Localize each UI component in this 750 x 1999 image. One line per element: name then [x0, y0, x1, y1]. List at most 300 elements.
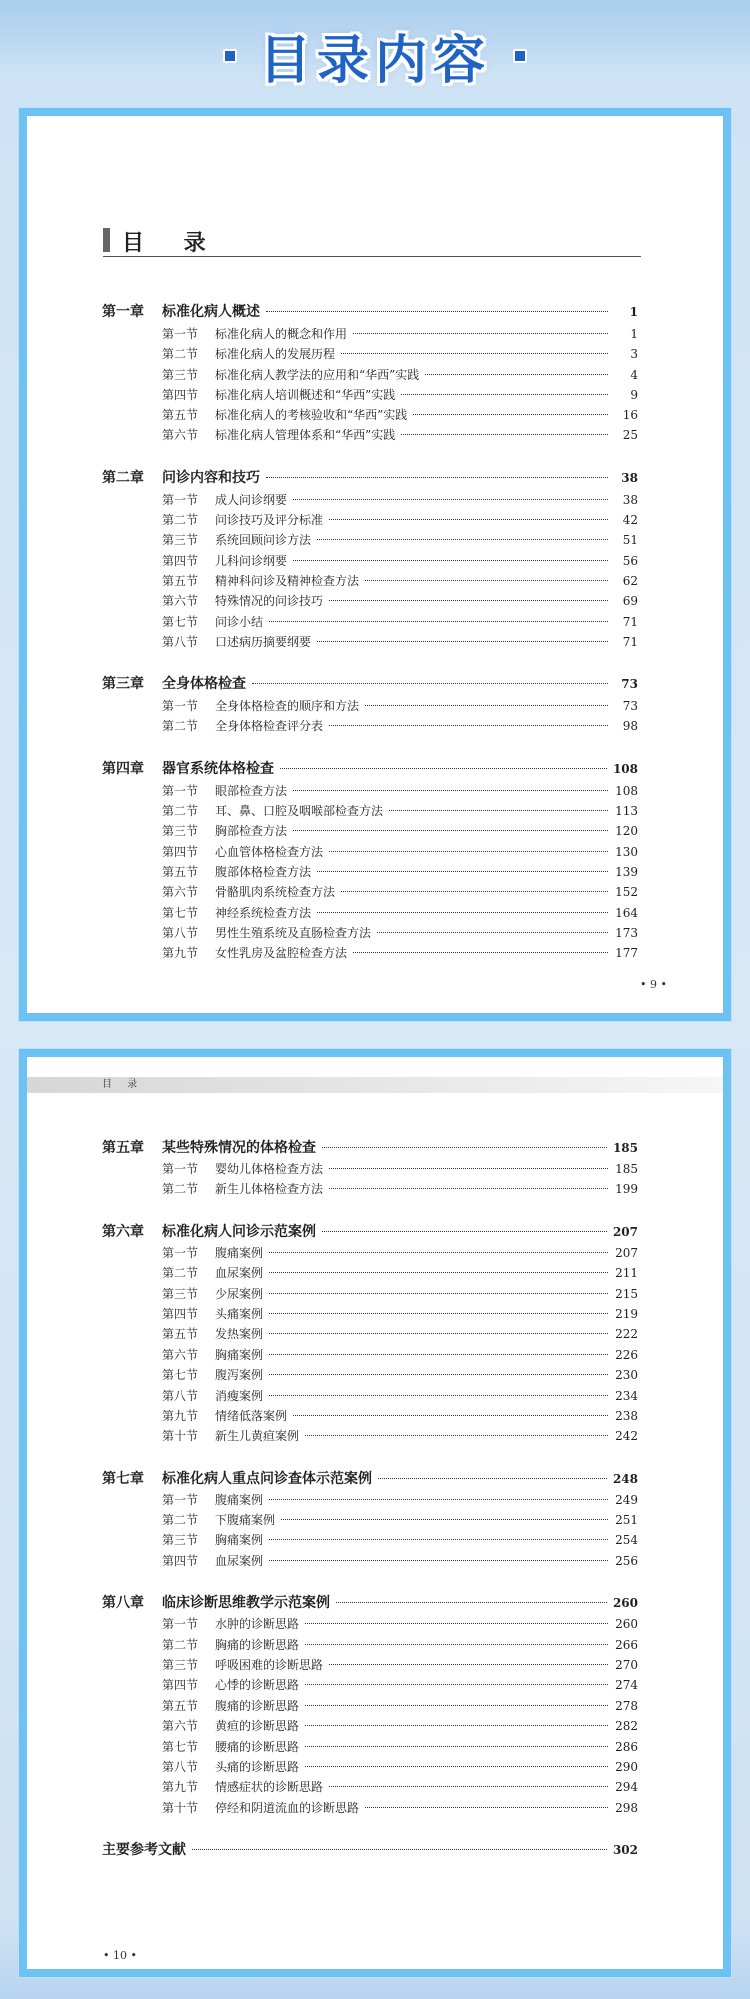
dot-leader: [269, 1560, 608, 1561]
toc-section-entry[interactable]: [102, 1511, 638, 1531]
toc-section-entry[interactable]: [102, 1778, 638, 1798]
section-page-number: 56: [622, 553, 638, 568]
chapter-title: 标准化病人重点问诊查体示范案例: [162, 1470, 372, 1487]
section-page-number: 270: [615, 1658, 638, 1673]
toc-section-entry[interactable]: [102, 325, 638, 345]
section-title: 腹泻案例: [215, 1368, 264, 1383]
dot-leader: [269, 1499, 608, 1500]
chapter-page-number: 248: [612, 1471, 638, 1486]
toc-section-entry[interactable]: [102, 613, 638, 633]
toc-chapter-entry[interactable]: [102, 301, 638, 321]
dot-leader: [336, 1602, 607, 1603]
toc-section-entry[interactable]: [102, 552, 638, 572]
toc-section-entry[interactable]: [102, 406, 638, 426]
dot-leader: [269, 1539, 608, 1540]
toc-chapter-entry[interactable]: [102, 1137, 638, 1157]
section-title: 儿科问诊纲要: [215, 553, 288, 568]
toc-section-entry[interactable]: [102, 924, 638, 944]
section-title: 心悸的诊断思路: [215, 1678, 300, 1693]
chapter-title: 标准化病人概述: [162, 304, 260, 320]
section-page-number: 4: [630, 367, 638, 382]
section-title: 少尿案例: [215, 1286, 264, 1301]
section-title: 呼吸困难的诊断思路: [215, 1658, 324, 1673]
section-number: 第七节: [162, 1368, 199, 1383]
section-page-number: 120: [615, 824, 638, 839]
section-page-number: 3: [630, 347, 638, 362]
toc-section-entry[interactable]: [102, 426, 638, 446]
section-page-number: 207: [615, 1245, 638, 1260]
chapter-page-number: 108: [612, 761, 638, 776]
section-title: 头痛的诊断思路: [215, 1759, 300, 1774]
section-page-number: 211: [615, 1266, 638, 1281]
banner-title: 目录内容: [258, 31, 491, 91]
section-number: 第一节: [162, 783, 199, 798]
section-page-number: 298: [615, 1800, 638, 1815]
section-number: 第二节: [162, 1182, 199, 1197]
toc-section-entry[interactable]: [102, 1346, 638, 1366]
section-page-number: 173: [615, 925, 638, 940]
section-page-number: 71: [622, 614, 638, 629]
section-title: 问诊技巧及评分标准: [215, 513, 324, 528]
toc-heading: 目 录: [122, 231, 222, 256]
section-number: 第二节: [162, 1513, 199, 1528]
toc-section-entry[interactable]: [102, 717, 638, 737]
section-page-number: 9: [630, 387, 638, 402]
dot-leader: [266, 477, 608, 478]
section-page-number: 113: [615, 804, 638, 819]
section-title: 标准化病人管理体系和“华西”实践: [215, 428, 396, 443]
section-number: 第八节: [162, 1388, 199, 1403]
section-page-number: 282: [615, 1719, 638, 1734]
section-number: 第一节: [162, 699, 199, 714]
section-title: 腹部体格检查方法: [215, 864, 312, 879]
section-title: 下腹痛案例: [215, 1513, 276, 1528]
toc-section-entry[interactable]: [102, 1366, 638, 1386]
chapter-number: 第七章: [102, 1470, 144, 1487]
chapter-number: 第二章: [102, 469, 144, 486]
chapter-number: 第三章: [102, 676, 144, 693]
section-number: 第二节: [162, 804, 199, 819]
dot-leader: [341, 891, 608, 892]
section-number: 第三节: [162, 1658, 199, 1673]
section-number: 第六节: [162, 1347, 199, 1362]
section-page-number: 71: [622, 634, 638, 649]
toc-section-entry[interactable]: [102, 1407, 638, 1427]
toc-section-entry[interactable]: [102, 1285, 638, 1305]
section-number: 第四节: [162, 844, 199, 859]
dot-leader: [266, 311, 608, 312]
dot-leader: [293, 1415, 608, 1416]
chapter-title: 某些特殊情况的体格检查: [162, 1140, 316, 1156]
chapter-title: 全身体格检查: [162, 676, 246, 693]
dot-leader: [329, 725, 608, 726]
dot-leader: [269, 1313, 608, 1314]
section-page-number: 238: [615, 1408, 638, 1423]
toc-section-entry[interactable]: [102, 1531, 638, 1551]
chapter-number: 第六章: [102, 1223, 144, 1240]
dot-leader: [305, 1766, 608, 1767]
section-number: 第二节: [162, 1637, 199, 1652]
section-number: 第三节: [162, 533, 199, 548]
heading-bar: [103, 228, 110, 252]
toc-section-entry[interactable]: [102, 572, 638, 592]
section-title: 胸部检查方法: [215, 824, 288, 839]
dot-leader: [305, 1705, 608, 1706]
section-title: 发热案例: [215, 1327, 264, 1342]
section-title: 特殊情况的问诊技巧: [215, 594, 324, 609]
dot-leader: [353, 952, 608, 953]
toc-section-entry[interactable]: [102, 1491, 638, 1511]
section-page-number: 25: [622, 428, 638, 443]
section-title: 成人问诊纲要: [215, 492, 288, 507]
section-number: 第四节: [162, 1678, 199, 1693]
section-number: 第五节: [162, 1327, 199, 1342]
chapter-page-number: 38: [621, 470, 638, 485]
toc-section-entry[interactable]: [102, 822, 638, 842]
section-number: 第二节: [162, 1266, 199, 1281]
section-number: 第七节: [162, 1739, 199, 1754]
page-number: • 9 •: [640, 978, 667, 991]
section-title: 精神科问诊及精神检查方法: [215, 573, 360, 588]
section-title: 胸痛案例: [215, 1347, 264, 1362]
toc-section-entry[interactable]: [102, 366, 638, 386]
section-title: 耳、鼻、口腔及咽喉部检查方法: [215, 804, 384, 819]
toc-section-entry[interactable]: [102, 1697, 638, 1717]
toc-section-entry[interactable]: [102, 511, 638, 531]
section-title: 水肿的诊断思路: [215, 1617, 300, 1632]
dot-leader: [269, 621, 608, 622]
section-number: 第三节: [162, 1286, 199, 1301]
section-page-number: 234: [615, 1388, 638, 1403]
section-title: 标准化病人的考核验收和“华西”实践: [215, 408, 408, 423]
dot-leader: [317, 641, 608, 642]
chapter-number: 第四章: [102, 760, 144, 777]
section-title: 头痛案例: [215, 1306, 264, 1321]
dot-leader: [317, 871, 608, 872]
section-title: 神经系统检查方法: [215, 905, 312, 920]
section-title: 停经和阴道流血的诊断思路: [215, 1800, 360, 1815]
chapter-page-number: 185: [612, 1141, 638, 1155]
section-page-number: 108: [615, 783, 638, 798]
dot-leader: [269, 1333, 608, 1334]
section-page-number: 177: [615, 946, 638, 961]
section-title: 新生儿体格检查方法: [215, 1182, 324, 1197]
dot-leader: [365, 1807, 608, 1808]
toc-section-entry[interactable]: [102, 1552, 638, 1572]
dot-leader: [322, 1231, 607, 1232]
section-page-number: 249: [615, 1492, 638, 1507]
section-number: 第四节: [162, 553, 199, 568]
toc-chapter-entry[interactable]: [102, 1468, 638, 1488]
section-title: 眼部检查方法: [215, 783, 288, 798]
dot-leader: [317, 539, 608, 540]
dot-leader: [269, 1374, 608, 1375]
section-title: 情绪低落案例: [215, 1408, 288, 1423]
toc-section-entry[interactable]: [102, 782, 638, 802]
section-title: 全身体格检查评分表: [215, 719, 324, 734]
dot-leader: [280, 768, 607, 769]
toc-section-entry[interactable]: [102, 1738, 638, 1758]
section-number: 第一节: [162, 1492, 199, 1507]
section-title: 胸痛案例: [215, 1533, 264, 1548]
section-title: 腹痛的诊断思路: [215, 1698, 300, 1713]
toc-references-entry[interactable]: [102, 1839, 638, 1859]
toc-section-entry[interactable]: [102, 697, 638, 717]
dot-leader: [293, 499, 608, 500]
banner-title-wrap: [0, 18, 750, 93]
section-page-number: 69: [622, 594, 638, 609]
dot-leader: [329, 519, 608, 520]
section-page-number: 251: [615, 1513, 638, 1528]
toc-section-entry[interactable]: [102, 904, 638, 924]
toc-section-entry[interactable]: [102, 386, 638, 406]
toc-list-page-1: [102, 301, 638, 964]
section-number: 第九节: [162, 1780, 199, 1795]
section-title: 腹痛案例: [215, 1492, 264, 1507]
dot-leader: [269, 1272, 608, 1273]
dot-leader: [329, 1664, 608, 1665]
toc-chapter-entry[interactable]: [102, 673, 638, 693]
banner-dot-right: [513, 49, 527, 63]
section-page-number: 164: [615, 905, 638, 920]
section-page-number: 199: [615, 1182, 638, 1197]
dot-leader: [305, 1684, 608, 1685]
section-title: 口述病历摘要纲要: [215, 634, 312, 649]
toc-section-entry[interactable]: [102, 944, 638, 964]
page-number: • 10 •: [103, 1949, 137, 1962]
section-number: 第一节: [162, 1245, 199, 1260]
section-page-number: 139: [615, 864, 638, 879]
section-number: 第六节: [162, 594, 199, 609]
toc-section-entry[interactable]: [102, 1244, 638, 1264]
section-page-number: 62: [622, 573, 638, 588]
section-page-number: 260: [615, 1617, 638, 1632]
section-number: 第六节: [162, 885, 199, 900]
dot-leader: [293, 830, 608, 831]
section-title: 标准化病人培训概述和“华西”实践: [215, 387, 396, 402]
section-page-number: 51: [622, 533, 638, 548]
dot-leader: [317, 912, 608, 913]
section-title: 腹痛案例: [215, 1245, 264, 1260]
section-number: 第三节: [162, 367, 199, 382]
section-page-number: 294: [615, 1780, 638, 1795]
toc-section-entry[interactable]: [102, 883, 638, 903]
dot-leader: [329, 1188, 608, 1189]
section-title: 心血管体格检查方法: [215, 844, 324, 859]
section-page-number: 16: [622, 408, 638, 423]
dot-leader: [341, 353, 608, 354]
chapter-page-number: 260: [612, 1596, 638, 1611]
chapter-number: 第五章: [102, 1140, 144, 1156]
toc-chapter-entry[interactable]: [102, 1592, 638, 1612]
section-page-number: 286: [615, 1739, 638, 1754]
dot-leader: [305, 1435, 608, 1436]
toc-section-entry[interactable]: [102, 345, 638, 365]
dot-leader: [401, 394, 608, 395]
section-title: 全身体格检查的顺序和方法: [215, 699, 360, 714]
section-number: 第十节: [162, 1800, 199, 1815]
toc-chapter-entry[interactable]: [102, 1221, 638, 1241]
toc-section-entry[interactable]: [102, 1717, 638, 1737]
dot-leader: [425, 374, 608, 375]
dot-leader: [322, 1147, 607, 1148]
section-title: 骨骼肌肉系统检查方法: [215, 885, 336, 900]
dot-leader: [192, 1849, 607, 1850]
section-page-number: 98: [622, 719, 638, 734]
section-number: 第十节: [162, 1429, 199, 1444]
section-number: 第六节: [162, 1719, 199, 1734]
toc-section-entry[interactable]: [102, 1305, 638, 1325]
section-page-number: 274: [615, 1678, 638, 1693]
section-page-number: 219: [615, 1306, 638, 1321]
section-title: 消瘦案例: [215, 1388, 264, 1403]
banner: [0, 0, 750, 105]
chapter-title: 问诊内容和技巧: [162, 469, 260, 486]
dot-leader: [378, 1478, 607, 1479]
section-number: 第四节: [162, 1553, 199, 1568]
toc-section-entry[interactable]: [102, 1160, 638, 1180]
heading-rule: [103, 256, 641, 257]
toc-section-entry[interactable]: [102, 1325, 638, 1345]
section-page-number: 242: [615, 1429, 638, 1444]
dot-leader: [365, 580, 608, 581]
section-page-number: 290: [615, 1759, 638, 1774]
section-number: 第八节: [162, 925, 199, 940]
section-page-number: 38: [622, 492, 638, 507]
dot-leader: [293, 790, 608, 791]
section-title: 新生儿黄疸案例: [215, 1429, 300, 1444]
section-page-number: 256: [615, 1553, 638, 1568]
references-page-number: 302: [612, 1843, 638, 1858]
section-title: 问诊小结: [215, 614, 264, 629]
section-title: 腰痛的诊断思路: [215, 1739, 300, 1754]
toc-section-entry[interactable]: [102, 1636, 638, 1656]
section-page-number: 152: [615, 885, 638, 900]
dot-leader: [305, 1725, 608, 1726]
toc-section-entry[interactable]: [102, 802, 638, 822]
section-title: 血尿案例: [215, 1553, 264, 1568]
dot-leader: [389, 810, 608, 811]
dot-leader: [329, 1786, 608, 1787]
toc-section-entry[interactable]: [102, 1758, 638, 1778]
dot-leader: [401, 434, 608, 435]
section-number: 第五节: [162, 1698, 199, 1713]
section-page-number: 266: [615, 1637, 638, 1652]
section-page-number: 230: [615, 1368, 638, 1383]
toc-page-1: [19, 108, 731, 1021]
dot-leader: [353, 333, 608, 334]
dot-leader: [269, 1395, 608, 1396]
dot-leader: [305, 1746, 608, 1747]
toc-section-entry[interactable]: [102, 633, 638, 653]
section-number: 第七节: [162, 905, 199, 920]
section-number: 第一节: [162, 492, 199, 507]
toc-section-entry[interactable]: [102, 531, 638, 551]
dot-leader: [365, 705, 608, 706]
section-title: 胸痛的诊断思路: [215, 1637, 300, 1652]
section-page-number: 226: [615, 1347, 638, 1362]
section-title: 情感症状的诊断思路: [215, 1780, 324, 1795]
dot-leader: [329, 851, 608, 852]
section-number: 第八节: [162, 634, 199, 649]
section-number: 第九节: [162, 1408, 199, 1423]
section-page-number: 278: [615, 1698, 638, 1713]
toc-section-entry[interactable]: [102, 1799, 638, 1819]
section-page-number: 73: [622, 699, 638, 714]
toc-section-entry[interactable]: [102, 1615, 638, 1635]
toc-page-2: [19, 1049, 731, 1977]
chapter-number: 第一章: [102, 304, 144, 320]
toc-section-entry[interactable]: [102, 1180, 638, 1200]
chapter-title: 临床诊断思维教学示范案例: [162, 1595, 330, 1612]
section-number: 第二节: [162, 347, 199, 362]
dot-leader: [269, 1293, 608, 1294]
section-number: 第三节: [162, 1533, 199, 1548]
toc-section-entry[interactable]: [102, 491, 638, 511]
dot-leader: [377, 932, 608, 933]
section-number: 第八节: [162, 1759, 199, 1774]
toc-section-entry[interactable]: [102, 1387, 638, 1407]
toc-section-entry[interactable]: [102, 1676, 638, 1696]
toc-section-entry[interactable]: [102, 1656, 638, 1676]
dot-leader: [329, 1168, 608, 1169]
toc-section-entry[interactable]: [102, 863, 638, 883]
section-number: 第五节: [162, 408, 199, 423]
section-title: 系统回顾问诊方法: [215, 533, 312, 548]
section-page-number: 130: [615, 844, 638, 859]
section-number: 第四节: [162, 387, 199, 402]
toc-chapter-entry[interactable]: [102, 758, 638, 778]
section-number: 第六节: [162, 428, 199, 443]
chapter-title: 器官系统体格检查: [162, 760, 274, 777]
section-page-number: 222: [615, 1327, 638, 1342]
dot-leader: [269, 1354, 608, 1355]
section-title: 婴幼儿体格检查方法: [215, 1162, 324, 1176]
references-title: 主要参考文献: [102, 1842, 186, 1859]
toc-section-entry[interactable]: [102, 843, 638, 863]
chapter-page-number: 1: [629, 305, 638, 319]
section-number: 第三节: [162, 824, 199, 839]
section-number: 第一节: [162, 1162, 199, 1176]
toc-section-entry[interactable]: [102, 592, 638, 612]
section-title: 女性乳房及盆腔检查方法: [215, 946, 348, 961]
dot-leader: [305, 1623, 608, 1624]
section-number: 第一节: [162, 1617, 199, 1632]
running-header-title: 目 录: [102, 1079, 144, 1090]
section-number: 第五节: [162, 864, 199, 879]
section-title: 黄疸的诊断思路: [215, 1719, 300, 1734]
section-page-number: 254: [615, 1533, 638, 1548]
dot-leader: [305, 1644, 608, 1645]
dot-leader: [293, 560, 608, 561]
toc-section-entry[interactable]: [102, 1264, 638, 1284]
section-number: 第七节: [162, 614, 199, 629]
section-number: 第四节: [162, 1306, 199, 1321]
chapter-number: 第八章: [102, 1595, 144, 1612]
chapter-page-number: 73: [621, 677, 638, 692]
section-page-number: 185: [615, 1162, 638, 1176]
chapter-title: 标准化病人问诊示范案例: [162, 1223, 316, 1240]
section-page-number: 1: [630, 327, 638, 341]
section-title: 血尿案例: [215, 1266, 264, 1281]
section-page-number: 42: [622, 513, 638, 528]
toc-chapter-entry[interactable]: [102, 467, 638, 487]
section-number: 第一节: [162, 327, 199, 341]
toc-list-page-2: [102, 1137, 638, 1859]
section-title: 标准化病人教学法的应用和“华西”实践: [215, 367, 420, 382]
section-number: 第九节: [162, 946, 199, 961]
toc-section-entry[interactable]: [102, 1427, 638, 1447]
